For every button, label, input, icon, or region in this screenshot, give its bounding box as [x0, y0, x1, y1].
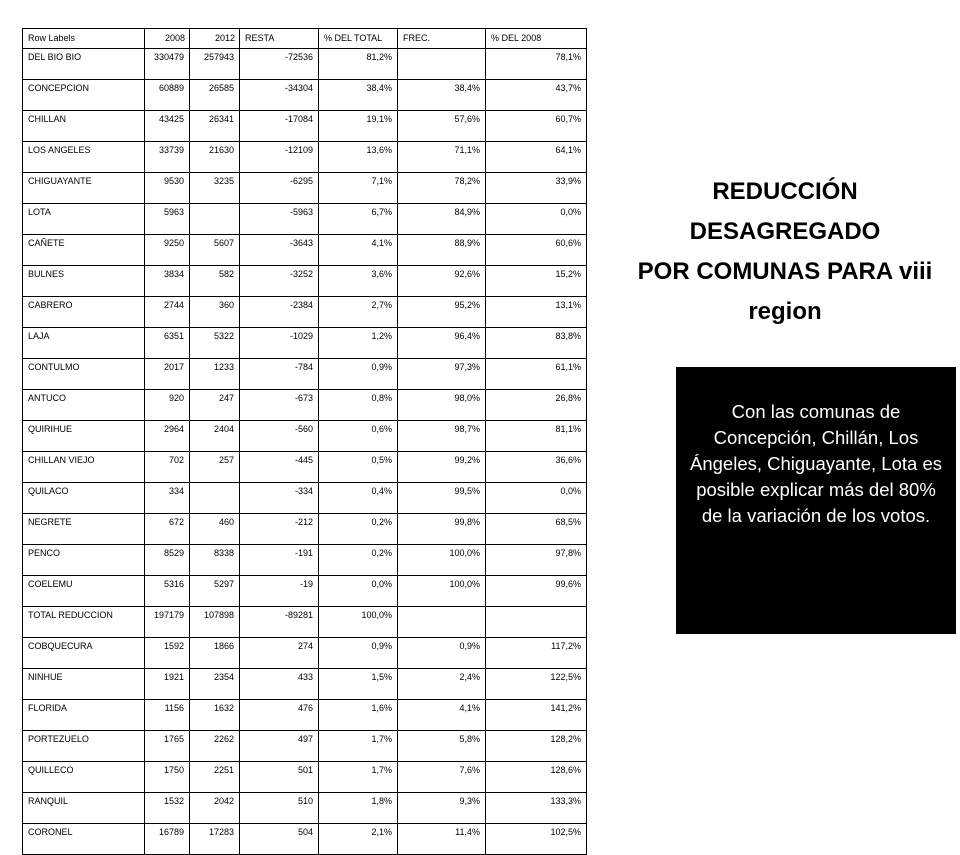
value-cell: 1765	[145, 731, 190, 762]
value-cell: -19	[240, 576, 319, 607]
value-cell: 78,1%	[486, 49, 587, 80]
row-label-cell: TOTAL REDUCCION	[23, 607, 145, 638]
value-cell: 107898	[190, 607, 240, 638]
row-label-cell: CHILLAN	[23, 111, 145, 142]
value-cell: 141,2%	[486, 700, 587, 731]
value-cell: 1921	[145, 669, 190, 700]
row-label-cell: CAÑETE	[23, 235, 145, 266]
value-cell: 5322	[190, 328, 240, 359]
title-line: POR COMUNAS PARA viii	[637, 258, 933, 285]
value-cell: 21630	[190, 142, 240, 173]
value-cell: 2,7%	[319, 297, 398, 328]
value-cell: -673	[240, 390, 319, 421]
value-cell: 3834	[145, 266, 190, 297]
value-cell: 2262	[190, 731, 240, 762]
table-row	[23, 142, 587, 173]
value-cell: 0,8%	[319, 390, 398, 421]
value-cell: 98,0%	[398, 390, 486, 421]
value-cell: 1156	[145, 700, 190, 731]
value-cell: 1,8%	[319, 793, 398, 824]
value-cell: 0,0%	[486, 204, 587, 235]
value-cell: 0,4%	[319, 483, 398, 514]
value-cell: 100,0%	[319, 607, 398, 638]
explanation-box	[676, 367, 956, 634]
value-cell: 15,2%	[486, 266, 587, 297]
column-header: Row Labels	[23, 29, 145, 49]
value-cell: 2,1%	[319, 824, 398, 855]
value-cell: -784	[240, 359, 319, 390]
value-cell: 433	[240, 669, 319, 700]
row-label-cell: PENCO	[23, 545, 145, 576]
value-cell: -72536	[240, 49, 319, 80]
row-label-cell: CHILLAN VIEJO	[23, 452, 145, 483]
value-cell: 13,6%	[319, 142, 398, 173]
column-header: RESTA	[240, 29, 319, 49]
value-cell: 68,5%	[486, 514, 587, 545]
row-label-cell: BULNES	[23, 266, 145, 297]
value-cell: 99,5%	[398, 483, 486, 514]
value-cell: -3252	[240, 266, 319, 297]
row-label-cell: LAJA	[23, 328, 145, 359]
row-label-cell: CHIGUAYANTE	[23, 173, 145, 204]
value-cell: 5297	[190, 576, 240, 607]
value-cell: 6,7%	[319, 204, 398, 235]
value-cell: 1632	[190, 700, 240, 731]
value-cell: 122,5%	[486, 669, 587, 700]
value-cell: 0,9%	[319, 638, 398, 669]
value-cell: 60,7%	[486, 111, 587, 142]
value-cell: 6351	[145, 328, 190, 359]
value-cell: 2744	[145, 297, 190, 328]
value-cell: 2354	[190, 669, 240, 700]
value-cell: 97,8%	[486, 545, 587, 576]
row-label-cell: FLORIDA	[23, 700, 145, 731]
table-row	[23, 638, 587, 669]
row-label-cell: CORONEL	[23, 824, 145, 855]
row-label-cell: QUILLECO	[23, 762, 145, 793]
value-cell: -12109	[240, 142, 319, 173]
column-header: % DEL TOTAL	[319, 29, 398, 49]
value-cell: 2404	[190, 421, 240, 452]
value-cell: 4,1%	[398, 700, 486, 731]
value-cell	[190, 204, 240, 235]
value-cell: 84,9%	[398, 204, 486, 235]
value-cell: 9,3%	[398, 793, 486, 824]
value-cell: 88,9%	[398, 235, 486, 266]
value-cell: 0,0%	[486, 483, 587, 514]
value-cell: 57,6%	[398, 111, 486, 142]
value-cell: 43425	[145, 111, 190, 142]
value-cell: 7,6%	[398, 762, 486, 793]
value-cell: 99,8%	[398, 514, 486, 545]
table-row	[23, 793, 587, 824]
value-cell	[398, 607, 486, 638]
value-cell: 3235	[190, 173, 240, 204]
column-header: FREC.	[398, 29, 486, 49]
value-cell: 99,6%	[486, 576, 587, 607]
value-cell: 99,2%	[398, 452, 486, 483]
value-cell: 92,6%	[398, 266, 486, 297]
value-cell: 38,4%	[398, 80, 486, 111]
value-cell: 81,2%	[319, 49, 398, 80]
value-cell: 504	[240, 824, 319, 855]
column-header: 2008	[145, 29, 190, 49]
value-cell: 43,7%	[486, 80, 587, 111]
value-cell: 5607	[190, 235, 240, 266]
value-cell: 2,4%	[398, 669, 486, 700]
value-cell: -5963	[240, 204, 319, 235]
table-row	[23, 824, 587, 855]
value-cell: 0,6%	[319, 421, 398, 452]
value-cell: 1592	[145, 638, 190, 669]
value-cell: 2964	[145, 421, 190, 452]
row-label-cell: PORTEZUELO	[23, 731, 145, 762]
table-row	[23, 297, 587, 328]
table-row	[23, 514, 587, 545]
value-cell: 8529	[145, 545, 190, 576]
value-cell: -17084	[240, 111, 319, 142]
value-cell: 16789	[145, 824, 190, 855]
explanation-text: Con las comunas de Concepción, Chillán, Los Ángeles, Chiguayante, Lota es posible explicar más del 80% de la variación de los votos.	[690, 401, 942, 526]
column-header: % DEL 2008	[486, 29, 587, 49]
row-label-cell: NEGRETE	[23, 514, 145, 545]
row-label-cell: NINHUE	[23, 669, 145, 700]
value-cell: 1,7%	[319, 762, 398, 793]
table-row	[23, 421, 587, 452]
value-cell: 98,7%	[398, 421, 486, 452]
value-cell: 672	[145, 514, 190, 545]
value-cell: 133,3%	[486, 793, 587, 824]
value-cell: 64,1%	[486, 142, 587, 173]
table-row	[23, 111, 587, 142]
table-row	[23, 607, 587, 638]
value-cell: 4,1%	[319, 235, 398, 266]
value-cell: 0,2%	[319, 545, 398, 576]
value-cell: 95,2%	[398, 297, 486, 328]
data-table-container	[22, 28, 586, 855]
table-row	[23, 452, 587, 483]
value-cell: -89281	[240, 607, 319, 638]
value-cell: 476	[240, 700, 319, 731]
value-cell: -34304	[240, 80, 319, 111]
value-cell: 334	[145, 483, 190, 514]
table-row	[23, 359, 587, 390]
value-cell: 3,6%	[319, 266, 398, 297]
value-cell: 497	[240, 731, 319, 762]
table-row	[23, 80, 587, 111]
value-cell: 33739	[145, 142, 190, 173]
value-cell: 26585	[190, 80, 240, 111]
row-label-cell: DEL BIO BIO	[23, 49, 145, 80]
table-row	[23, 762, 587, 793]
value-cell: 247	[190, 390, 240, 421]
row-label-cell: RANQUIL	[23, 793, 145, 824]
value-cell: 582	[190, 266, 240, 297]
value-cell: 5,8%	[398, 731, 486, 762]
value-cell: 510	[240, 793, 319, 824]
value-cell: 26341	[190, 111, 240, 142]
value-cell: -212	[240, 514, 319, 545]
value-cell: -334	[240, 483, 319, 514]
row-label-cell: CONCEPCION	[23, 80, 145, 111]
value-cell: 78,2%	[398, 173, 486, 204]
value-cell: 274	[240, 638, 319, 669]
value-cell: 100,0%	[398, 545, 486, 576]
row-label-cell: QUILACO	[23, 483, 145, 514]
value-cell: 60,6%	[486, 235, 587, 266]
value-cell: 71,1%	[398, 142, 486, 173]
table-body	[23, 49, 587, 855]
value-cell: 97,3%	[398, 359, 486, 390]
row-label-cell: CABRERO	[23, 297, 145, 328]
value-cell: 1,7%	[319, 731, 398, 762]
value-cell: 5316	[145, 576, 190, 607]
value-cell: 128,2%	[486, 731, 587, 762]
value-cell	[190, 483, 240, 514]
value-cell: 0,5%	[319, 452, 398, 483]
value-cell: 13,1%	[486, 297, 587, 328]
row-label-cell: LOTA	[23, 204, 145, 235]
value-cell: 1233	[190, 359, 240, 390]
value-cell: 330479	[145, 49, 190, 80]
reduction-table	[22, 28, 587, 855]
value-cell: 1,5%	[319, 669, 398, 700]
value-cell: 38,4%	[319, 80, 398, 111]
value-cell: 7,1%	[319, 173, 398, 204]
value-cell: 1,2%	[319, 328, 398, 359]
table-row	[23, 328, 587, 359]
table-row	[23, 49, 587, 80]
value-cell: 33,9%	[486, 173, 587, 204]
value-cell: 0,2%	[319, 514, 398, 545]
table-row	[23, 731, 587, 762]
value-cell: 9250	[145, 235, 190, 266]
value-cell: 128,6%	[486, 762, 587, 793]
value-cell: 501	[240, 762, 319, 793]
row-label-cell: COELEMU	[23, 576, 145, 607]
table-row	[23, 266, 587, 297]
value-cell: 1532	[145, 793, 190, 824]
table-row	[23, 173, 587, 204]
value-cell: 2042	[190, 793, 240, 824]
table-row	[23, 204, 587, 235]
value-cell: 1,6%	[319, 700, 398, 731]
value-cell: 1750	[145, 762, 190, 793]
row-label-cell: CONTULMO	[23, 359, 145, 390]
value-cell: 197179	[145, 607, 190, 638]
value-cell: 360	[190, 297, 240, 328]
value-cell: 102,5%	[486, 824, 587, 855]
table-row	[23, 669, 587, 700]
value-cell: 1866	[190, 638, 240, 669]
value-cell: 96,4%	[398, 328, 486, 359]
table-row	[23, 483, 587, 514]
value-cell: 257943	[190, 49, 240, 80]
table-row	[23, 390, 587, 421]
value-cell: 460	[190, 514, 240, 545]
value-cell: 100,0%	[398, 576, 486, 607]
column-header: 2012	[190, 29, 240, 49]
value-cell: 0,9%	[319, 359, 398, 390]
table-row	[23, 235, 587, 266]
value-cell: 257	[190, 452, 240, 483]
value-cell: -445	[240, 452, 319, 483]
value-cell: 702	[145, 452, 190, 483]
value-cell	[398, 49, 486, 80]
table-header-row	[23, 29, 587, 49]
row-label-cell: COBQUECURA	[23, 638, 145, 669]
value-cell: 0,0%	[319, 576, 398, 607]
value-cell: 9530	[145, 173, 190, 204]
table-row	[23, 700, 587, 731]
table-row	[23, 545, 587, 576]
title-line: REDUCCIÓN	[712, 178, 858, 205]
value-cell: -191	[240, 545, 319, 576]
value-cell: 81,1%	[486, 421, 587, 452]
row-label-cell: QUIRIHUE	[23, 421, 145, 452]
value-cell	[486, 607, 587, 638]
value-cell: 60889	[145, 80, 190, 111]
value-cell: -3643	[240, 235, 319, 266]
value-cell: 11,4%	[398, 824, 486, 855]
value-cell: -6295	[240, 173, 319, 204]
value-cell: 83,8%	[486, 328, 587, 359]
value-cell: 5963	[145, 204, 190, 235]
row-label-cell: ANTUCO	[23, 390, 145, 421]
value-cell: 2251	[190, 762, 240, 793]
value-cell: 0,9%	[398, 638, 486, 669]
value-cell: -560	[240, 421, 319, 452]
row-label-cell: LOS ANGELES	[23, 142, 145, 173]
slide-title	[610, 172, 960, 332]
value-cell: 117,2%	[486, 638, 587, 669]
value-cell: 2017	[145, 359, 190, 390]
table-row	[23, 576, 587, 607]
value-cell: 61,1%	[486, 359, 587, 390]
value-cell: 920	[145, 390, 190, 421]
title-line: region	[748, 298, 822, 325]
value-cell: -2384	[240, 297, 319, 328]
value-cell: 17283	[190, 824, 240, 855]
title-line: DESAGREGADO	[689, 218, 881, 245]
value-cell: 8338	[190, 545, 240, 576]
value-cell: 26,8%	[486, 390, 587, 421]
value-cell: 19,1%	[319, 111, 398, 142]
value-cell: -1029	[240, 328, 319, 359]
value-cell: 36,6%	[486, 452, 587, 483]
